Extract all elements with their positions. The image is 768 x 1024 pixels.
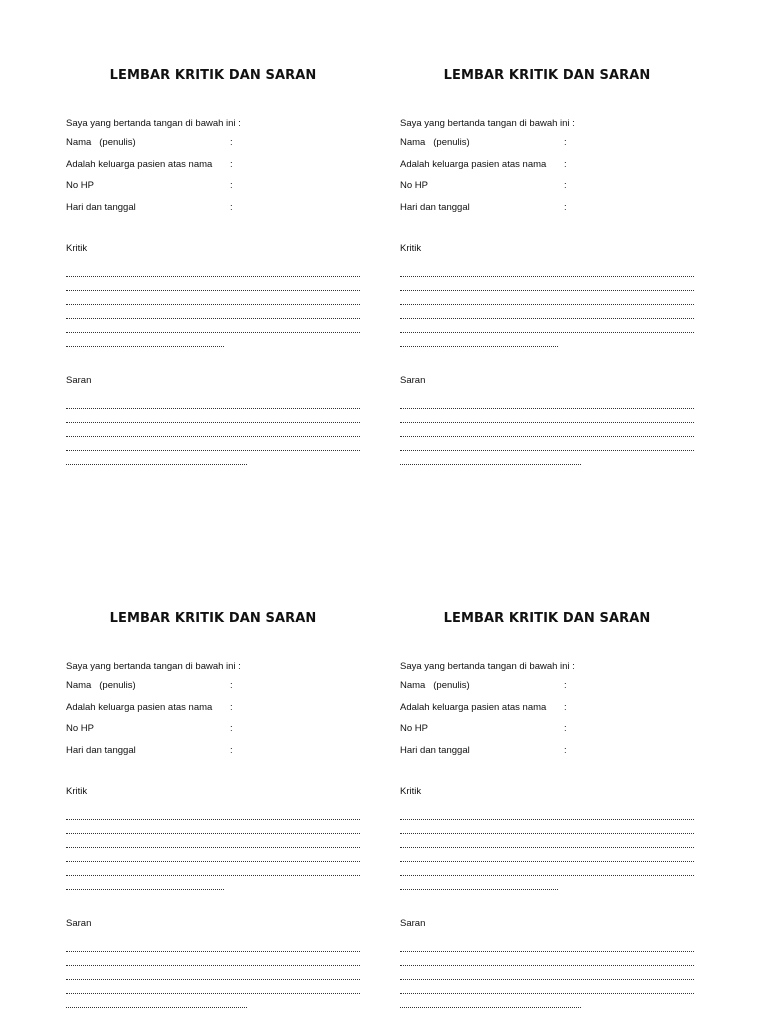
field-keluarga-pasien[interactable]: [66, 154, 360, 176]
saran-label: Saran: [400, 374, 426, 386]
form-title: LEMBAR KRITIK DAN SARAN: [109, 611, 317, 626]
kritik-line[interactable]: [66, 333, 224, 347]
saran-label: Saran: [66, 917, 92, 929]
saran-lines[interactable]: [66, 938, 360, 1008]
intro-text: Saya yang bertanda tangan di bawah ini :: [400, 661, 575, 672]
kritik-line[interactable]: [66, 291, 360, 305]
field-label: Adalah keluarga pasien atas nama: [66, 701, 213, 713]
saran-line[interactable]: [66, 952, 360, 966]
saran-line[interactable]: [66, 966, 360, 980]
saran-line[interactable]: [66, 395, 360, 409]
saran-line[interactable]: [66, 994, 247, 1008]
kritik-line[interactable]: [66, 862, 360, 876]
field-label: Nama (penulis): [66, 680, 136, 691]
kritik-line[interactable]: [400, 876, 558, 890]
kritik-line[interactable]: [400, 277, 694, 291]
saran-lines[interactable]: [66, 395, 360, 465]
field-nama[interactable]: [400, 675, 694, 697]
kritik-line[interactable]: [66, 305, 360, 319]
field-hari-tanggal[interactable]: [400, 740, 694, 762]
field-colon: :: [230, 723, 233, 735]
feedback-form-3: [66, 609, 360, 1008]
field-hari-tanggal[interactable]: [66, 740, 360, 762]
kritik-line[interactable]: [66, 319, 360, 333]
saran-line[interactable]: [400, 994, 581, 1008]
saran-line[interactable]: [66, 980, 360, 994]
saran-line[interactable]: [400, 952, 694, 966]
kritik-line[interactable]: [400, 820, 694, 834]
kritik-line[interactable]: [66, 848, 360, 862]
field-colon: :: [564, 202, 567, 214]
field-no-hp[interactable]: [400, 175, 694, 197]
kritik-line[interactable]: [66, 263, 360, 277]
field-nama[interactable]: [66, 132, 360, 154]
field-keluarga-pasien[interactable]: [66, 697, 360, 719]
field-colon: :: [564, 158, 567, 170]
field-label: Nama (penulis): [66, 137, 136, 148]
field-colon: :: [564, 180, 567, 192]
field-label: No HP: [400, 723, 428, 735]
kritik-label: Kritik: [66, 785, 88, 797]
feedback-form-4: [400, 609, 694, 1008]
field-hari-tanggal[interactable]: [66, 197, 360, 219]
field-label: Nama (penulis): [400, 680, 470, 691]
saran-line[interactable]: [400, 409, 694, 423]
field-label: Hari dan tanggal: [66, 202, 136, 214]
field-label: Adalah keluarga pasien atas nama: [400, 701, 547, 713]
intro-text: Saya yang bertanda tangan di bawah ini :: [66, 118, 241, 129]
field-keluarga-pasien[interactable]: [400, 697, 694, 719]
intro-text: Saya yang bertanda tangan di bawah ini :: [400, 118, 575, 129]
field-keluarga-pasien[interactable]: [400, 154, 694, 176]
field-label: No HP: [66, 723, 94, 735]
kritik-label: Kritik: [400, 242, 422, 254]
saran-line[interactable]: [400, 423, 694, 437]
kritik-line[interactable]: [400, 862, 694, 876]
kritik-line[interactable]: [400, 834, 694, 848]
form-title: LEMBAR KRITIK DAN SARAN: [443, 611, 651, 626]
kritik-label: Kritik: [400, 785, 422, 797]
field-colon: :: [230, 137, 233, 148]
field-colon: :: [564, 723, 567, 735]
kritik-lines[interactable]: [66, 263, 360, 347]
kritik-lines[interactable]: [66, 806, 360, 890]
saran-line[interactable]: [66, 451, 247, 465]
field-label: Hari dan tanggal: [400, 202, 470, 214]
saran-line[interactable]: [400, 966, 694, 980]
field-label: Adalah keluarga pasien atas nama: [66, 158, 213, 170]
kritik-lines[interactable]: [400, 806, 694, 890]
kritik-line[interactable]: [400, 263, 694, 277]
field-label: Hari dan tanggal: [66, 745, 136, 757]
field-no-hp[interactable]: [66, 175, 360, 197]
field-label: No HP: [66, 180, 94, 192]
form-title: LEMBAR KRITIK DAN SARAN: [443, 68, 651, 83]
field-colon: :: [230, 680, 233, 691]
field-hari-tanggal[interactable]: [400, 197, 694, 219]
field-colon: :: [230, 202, 233, 214]
kritik-line[interactable]: [66, 277, 360, 291]
field-label: No HP: [400, 180, 428, 192]
kritik-line[interactable]: [400, 848, 694, 862]
kritik-label: Kritik: [66, 242, 88, 254]
kritik-line[interactable]: [66, 820, 360, 834]
saran-line[interactable]: [400, 451, 581, 465]
kritik-line[interactable]: [400, 806, 694, 820]
field-colon: :: [564, 701, 567, 713]
field-nama[interactable]: [400, 132, 694, 154]
saran-label: Saran: [400, 917, 426, 929]
kritik-lines[interactable]: [400, 263, 694, 347]
field-label: Hari dan tanggal: [400, 745, 470, 757]
saran-line[interactable]: [66, 423, 360, 437]
field-colon: :: [564, 745, 567, 757]
field-no-hp[interactable]: [66, 718, 360, 740]
field-colon: :: [564, 680, 567, 691]
saran-line[interactable]: [66, 409, 360, 423]
feedback-form-2: [400, 66, 694, 465]
kritik-line[interactable]: [400, 319, 694, 333]
kritik-line[interactable]: [66, 876, 224, 890]
saran-line[interactable]: [400, 395, 694, 409]
field-colon: :: [230, 745, 233, 757]
field-colon: :: [230, 180, 233, 192]
kritik-line[interactable]: [66, 834, 360, 848]
saran-line[interactable]: [400, 980, 694, 994]
saran-line[interactable]: [400, 938, 694, 952]
kritik-line[interactable]: [66, 806, 360, 820]
field-colon: :: [230, 701, 233, 713]
field-colon: :: [564, 137, 567, 148]
intro-text: Saya yang bertanda tangan di bawah ini :: [66, 661, 241, 672]
field-nama[interactable]: [66, 675, 360, 697]
kritik-line[interactable]: [400, 333, 558, 347]
field-colon: :: [230, 158, 233, 170]
field-label: Adalah keluarga pasien atas nama: [400, 158, 547, 170]
saran-lines[interactable]: [400, 938, 694, 1008]
form-title: LEMBAR KRITIK DAN SARAN: [109, 68, 317, 83]
saran-line[interactable]: [400, 437, 694, 451]
saran-label: Saran: [66, 374, 92, 386]
saran-line[interactable]: [66, 437, 360, 451]
feedback-form-1: [66, 66, 360, 465]
field-label: Nama (penulis): [400, 137, 470, 148]
saran-lines[interactable]: [400, 395, 694, 465]
field-no-hp[interactable]: [400, 718, 694, 740]
saran-line[interactable]: [66, 938, 360, 952]
kritik-line[interactable]: [400, 305, 694, 319]
kritik-line[interactable]: [400, 291, 694, 305]
